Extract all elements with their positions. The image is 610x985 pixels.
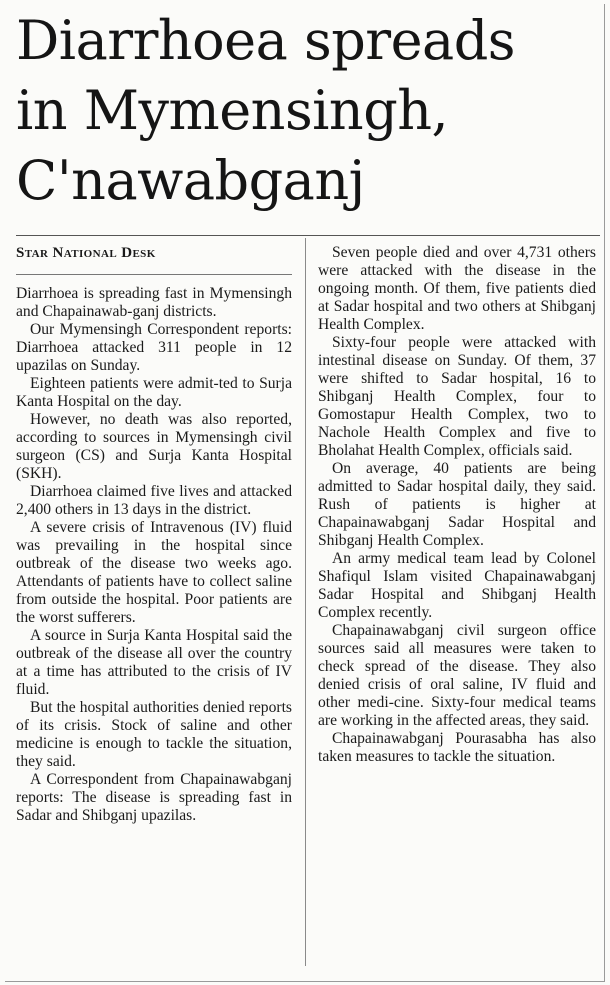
paragraph: Seven people died and over 4,731 others were attacked with the disease in the ongoing month. Of them, five patients died at Sadar hospital and two others at Shibganj Health Complex. <box>318 244 596 333</box>
paragraph: But the hospital authorities denied reports of its crisis. Stock of saline and other medicine is enough to tackle the situation, they said. <box>16 699 292 770</box>
byline: Star National Desk <box>16 244 292 275</box>
left-column <box>16 244 292 825</box>
right-column <box>318 244 596 766</box>
column-divider <box>305 238 306 966</box>
headline-line-2: in Mymensingh, <box>16 79 449 142</box>
paragraph: However, no death was also reported, according to sources in Mymensingh civil surgeon (CS) and Surja Kanta Hospital (SKH). <box>16 411 292 482</box>
headline-line-1: Diarrhoea spreads <box>16 9 516 72</box>
paragraph: Diarrhoea claimed five lives and attacked 2,400 others in 13 days in the district. <box>16 483 292 518</box>
headline-line-3: C'nawabganj <box>16 149 365 212</box>
paragraph: Chapainawabganj civil surgeon office sources said all measures were taken to check spread of the disease. They also denied crisis of oral saline, IV fluid and other medi-cine. Sixty-four medical teams are working in the affected areas, they said. <box>318 622 596 729</box>
paragraph: A Correspondent from Chapainawabganj reports: The disease is spreading fast in Sadar and Shibganj upazilas. <box>16 771 292 824</box>
paragraph: On average, 40 patients are being admitted to Sadar hospital daily, they said. Rush of patients is higher at Chapainawabganj Sadar Hospital and Shibganj Health Complex. <box>318 460 596 549</box>
paragraph: Eighteen patients were admit-ted to Surja Kanta Hospital on the day. <box>16 375 292 410</box>
headline-rule <box>16 235 600 236</box>
paragraph: Our Mymensingh Correspondent reports: Diarrhoea attacked 311 people in 12 upazilas on Sunday. <box>16 321 292 374</box>
paragraph: Sixty-four people were attacked with intestinal disease on Sunday. Of them, 37 were shifted to Sadar hospital, 16 to Shibganj Health Complex, four to Gomostapur Health Complex, two to Nachole Health Complex and five to Bholahat Health Complex, officials said. <box>318 334 596 459</box>
headline <box>16 6 601 216</box>
paragraph: A severe crisis of Intravenous (IV) fluid was prevailing in the hospital since outbreak of the disease two weeks ago. Attendants of patients have to collect saline from outside the hospital. Poor patients are the worst sufferers. <box>16 519 292 626</box>
paragraph: A source in Surja Kanta Hospital said the outbreak of the disease all over the country at a time has attributed to the crisis of IV fluid. <box>16 627 292 698</box>
paragraph: An army medical team lead by Colonel Shafiqul Islam visited Chapainawabganj Sadar Hospital and Shibganj Health Complex recently. <box>318 550 596 621</box>
paragraph: Diarrhoea is spreading fast in Mymensingh and Chapainawab-ganj districts. <box>16 285 292 320</box>
paragraph: Chapainawabganj Pourasabha has also taken measures to tackle the situation. <box>318 730 596 765</box>
